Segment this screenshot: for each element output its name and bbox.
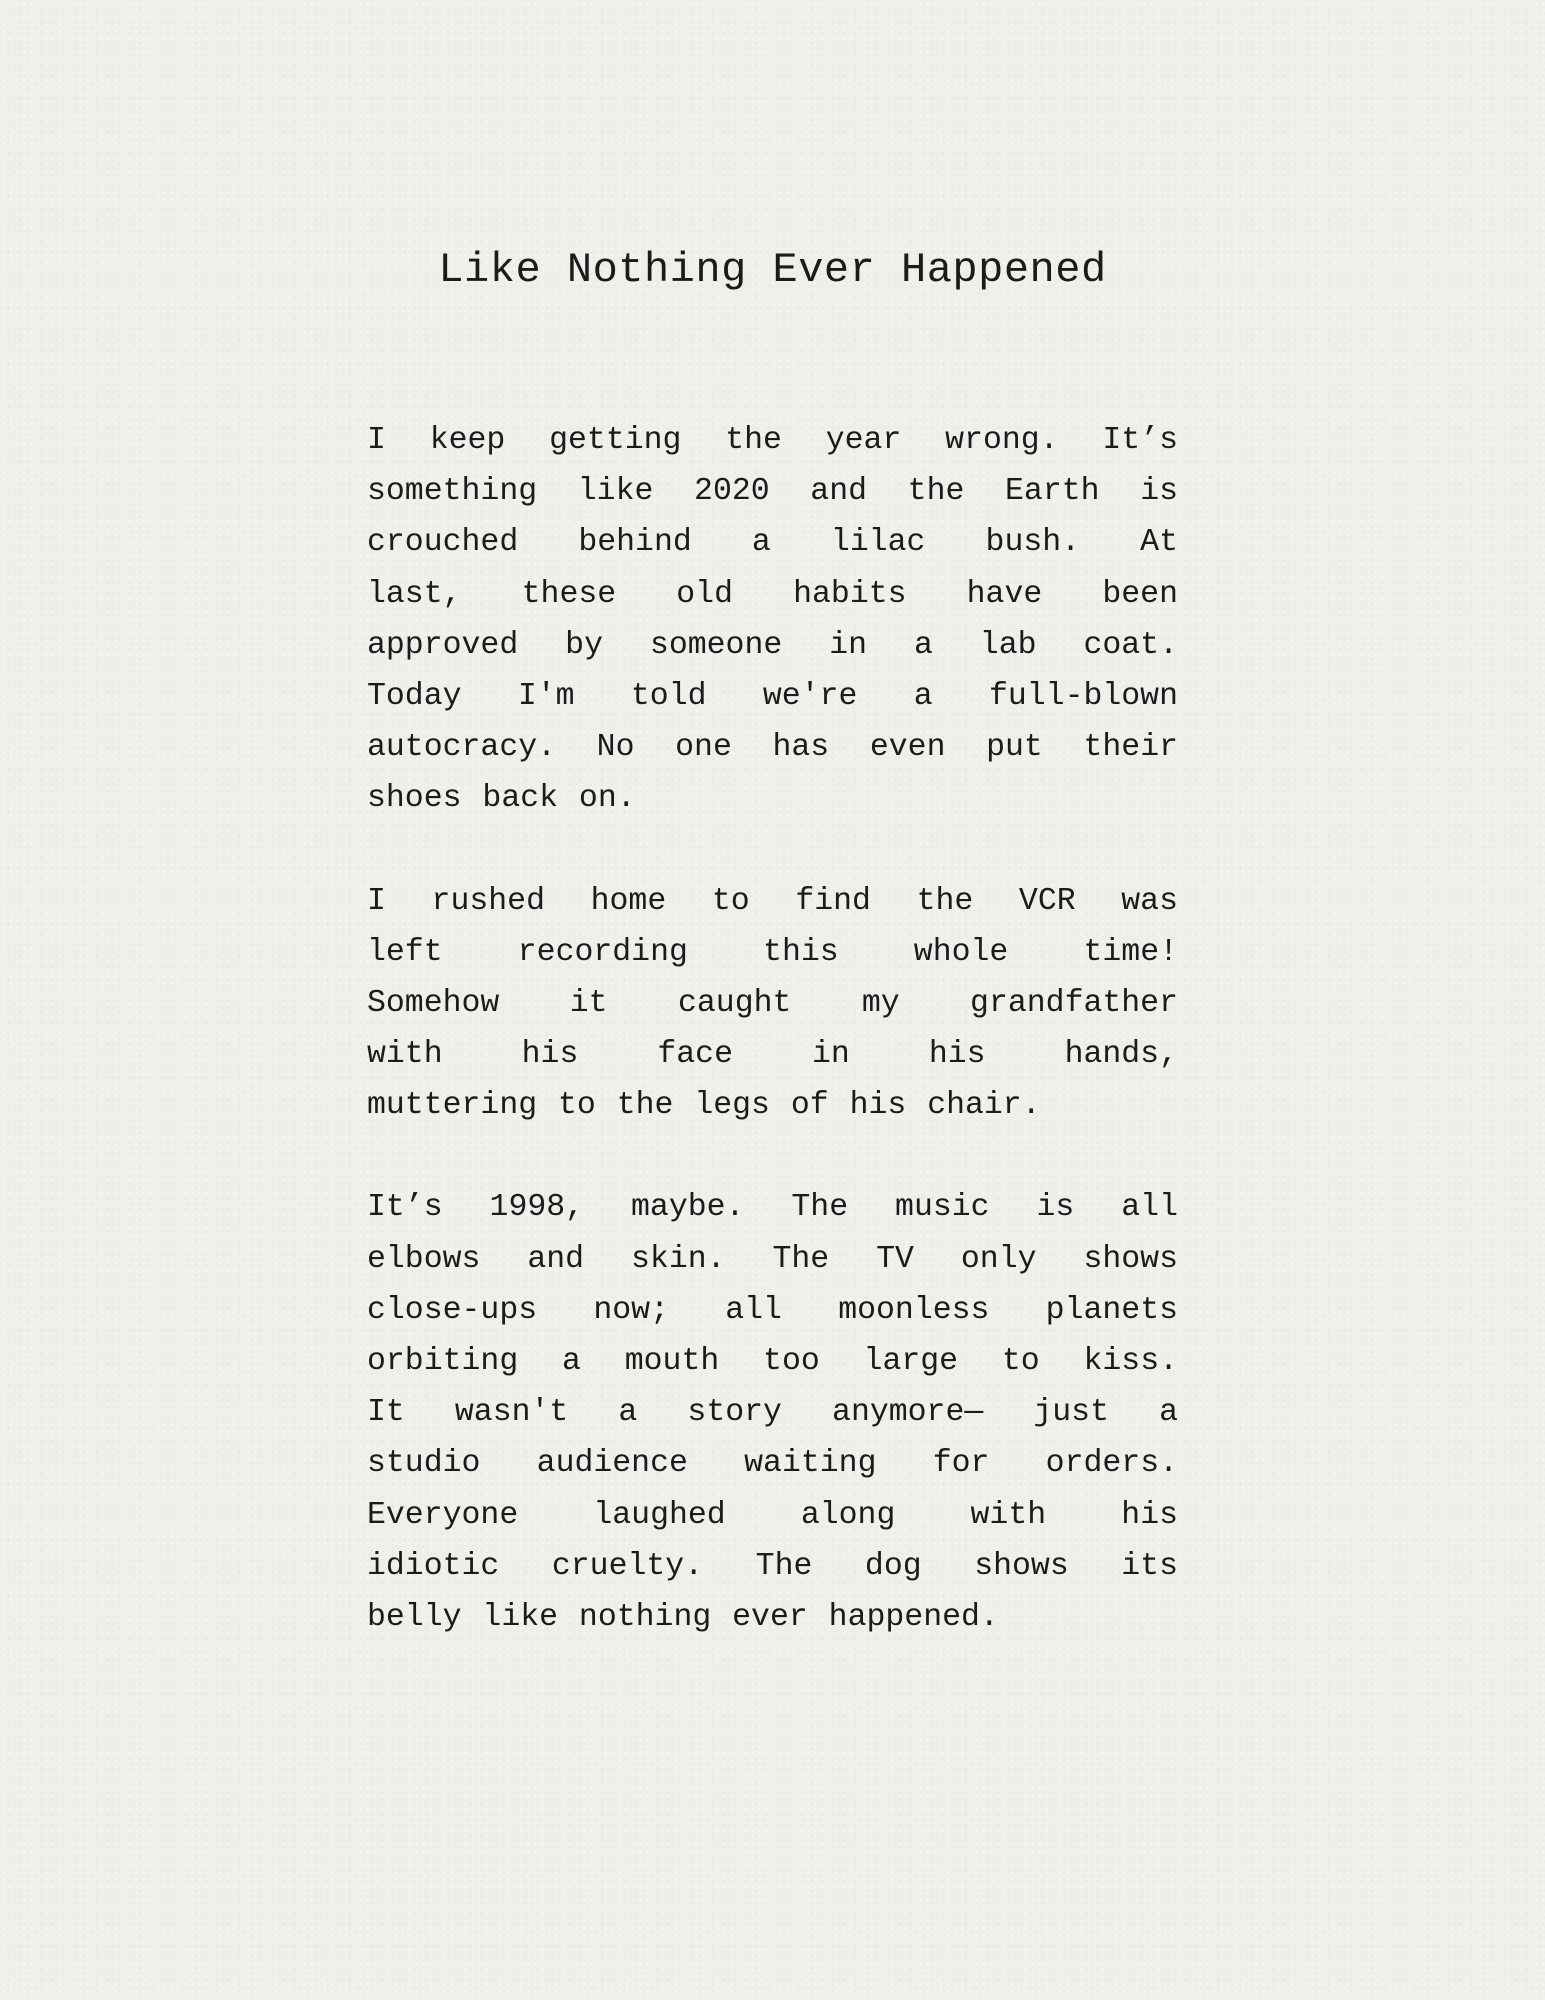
stanza-3 — [367, 1182, 1178, 1643]
poem-line: approved by someone in a lab coat. — [367, 627, 1178, 663]
poem-line: belly like nothing ever happened. — [367, 1599, 999, 1635]
poem-line: elbows and skin. The TV only shows — [367, 1241, 1178, 1277]
poem-line: studio audience waiting for orders. — [367, 1446, 1178, 1482]
poem-line: idiotic cruelty. The dog shows its — [367, 1548, 1178, 1584]
poem-line: Somehow it caught my grandfather — [367, 985, 1178, 1021]
poem-line: I keep getting the year wrong. It’s — [367, 423, 1178, 458]
poem-line: something like 2020 and the Earth is — [367, 474, 1178, 510]
poem-line: Everyone laughed along with his — [367, 1497, 1178, 1533]
poem-line: autocracy. No one has even put their — [367, 730, 1178, 766]
poem-line: orbiting a mouth too large to kiss. — [367, 1344, 1178, 1379]
poem-line: close-ups now; all moonless planets — [367, 1292, 1178, 1328]
poem-line: I rushed home to find the VCR was — [367, 883, 1178, 919]
poem-line: crouched behind a lilac bush. At — [367, 525, 1178, 561]
poem-line: shoes back on. — [367, 781, 636, 817]
poem-line: It’s 1998, maybe. The music is all — [367, 1190, 1178, 1226]
stanza-1 — [367, 415, 1178, 825]
poem-line: left recording this whole time! — [367, 934, 1178, 970]
poem-line: Today I'm told we're a full-blown — [367, 678, 1178, 714]
poem-line: It wasn't a story anymore— just a — [367, 1395, 1178, 1431]
poem-line: muttering to the legs of his chair. — [367, 1088, 1041, 1124]
stanza-2 — [367, 876, 1178, 1132]
poem-body — [367, 415, 1178, 1694]
poem-line: last, these old habits have been — [367, 576, 1178, 612]
poem-line: with his face in his hands, — [367, 1037, 1178, 1073]
poem-title: Like Nothing Ever Happened — [438, 246, 1107, 294]
